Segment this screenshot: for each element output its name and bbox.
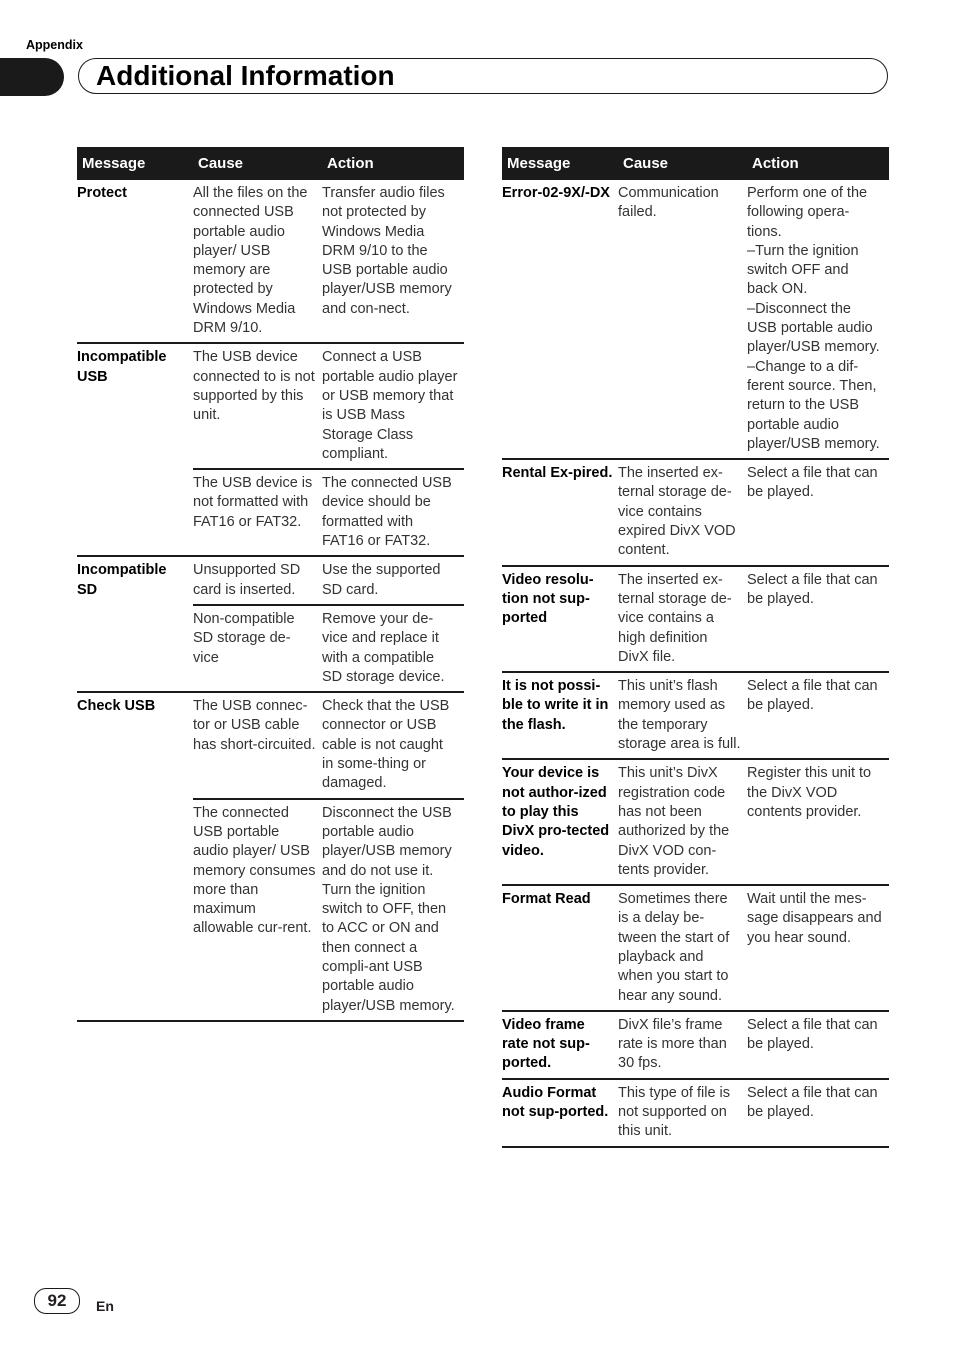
table-header — [502, 147, 889, 180]
cause-cell: This type of file is not supported on this unit. — [618, 1079, 747, 1147]
action-cell: Transfer audio files not protected by Windows Media DRM 9/10 to the USB portable audio player/USB memory and con-nect. — [322, 185, 452, 317]
table-row — [77, 180, 464, 343]
message-cell — [77, 799, 193, 1021]
page-number: 92 — [34, 1288, 80, 1314]
action-cell: Register this unit to the DivX VOD contents provider. — [747, 759, 889, 885]
cause-cell: Unsupported SD card is inserted. — [193, 556, 322, 605]
table-row — [502, 885, 889, 1011]
header-cause: Cause — [193, 147, 322, 180]
table-row — [77, 692, 464, 798]
table-row — [502, 1011, 889, 1079]
action-cell: The connected USB device should be formatted with FAT16 or FAT32. — [322, 469, 464, 556]
action-cell: Perform one of the following opera-tions. –Turn the ignition switch OFF and back ON. –Disconnect the USB portable audio player/USB memory. –Change to a dif-ferent source. Then, return to the USB portable audio player/USB memory. — [747, 185, 880, 452]
cause-cell: DivX file’s frame rate is more than 30 fps. — [618, 1011, 747, 1079]
cause-cell: All the files on the connected USB portable audio player/ USB memory are protected by Windows Media DRM 9/10. — [193, 185, 308, 337]
action-cell: Use the supported SD card. — [322, 556, 464, 605]
cause-cell: The USB device connected to is not supported by this unit. — [193, 343, 322, 469]
table-row — [77, 556, 464, 605]
message-cell: Your device is not author-ized to play this DivX pro-tected video. — [502, 759, 618, 885]
table-row — [502, 759, 889, 885]
message-cell: Video resolu-tion not sup-ported — [502, 566, 618, 672]
table-row — [77, 799, 464, 1021]
cause-cell: This unit’s flash memory used as the temporary storage area is full. — [618, 672, 747, 759]
cause-cell: Sometimes there is a delay be-tween the start of playback and when you start to hear any sound. — [618, 885, 747, 1011]
action-cell: Select a file that can be played. — [747, 459, 889, 565]
table-row — [77, 469, 464, 556]
table-row — [502, 566, 889, 672]
message-cell: It is not possi-ble to write it in the flash. — [502, 672, 618, 759]
message-cell — [77, 469, 193, 556]
action-cell: Select a file that can be played. — [747, 1011, 889, 1079]
table-header — [77, 147, 464, 180]
header-action: Action — [747, 147, 889, 180]
table-row — [502, 672, 889, 759]
action-cell: Disconnect the USB portable audio player/USB memory and do not use it. Turn the ignition switch to OFF, then to ACC or ON and then connect a compli-ant USB portable audio player/USB memory. — [322, 799, 464, 1021]
action-cell: Select a file that can be played. — [747, 566, 889, 672]
cause-cell: The USB device is not formatted with FAT16 or FAT32. — [193, 469, 322, 556]
cause-cell: The USB connec-tor or USB cable has short-circuited. — [193, 692, 322, 798]
cause-cell: Communication failed. — [618, 185, 719, 221]
cause-cell: The inserted ex-ternal storage de-vice contains a high definition DivX file. — [618, 566, 747, 672]
message-cell: Error-02-9X/-DX — [502, 185, 610, 201]
message-cell: Check USB — [77, 692, 193, 798]
message-cell: Rental Ex-pired. — [502, 459, 618, 565]
section-label: Appendix — [26, 38, 83, 52]
cause-cell: This unit’s DivX registration code has not been authorized by the DivX VOD con-tents provider. — [618, 759, 747, 885]
message-cell: Incompatible USB — [77, 343, 193, 469]
language-code: En — [96, 1298, 114, 1314]
message-cell: Protect — [77, 185, 127, 201]
message-cell: Incompatible SD — [77, 556, 193, 605]
cause-cell: The connected USB portable audio player/ USB memory consumes more than maximum allowable cur-rent. — [193, 799, 322, 1021]
action-cell: Remove your de-vice and replace it with a compatible SD storage device. — [322, 605, 464, 692]
table-row — [502, 459, 889, 565]
header-message: Message — [77, 147, 193, 180]
error-table-right — [502, 147, 889, 1148]
header-cause: Cause — [618, 147, 747, 180]
action-cell: Connect a USB portable audio player or USB memory that is USB Mass Storage Class compliant. — [322, 343, 464, 469]
action-cell: Select a file that can be played. — [747, 672, 889, 759]
table-row — [502, 1079, 889, 1147]
table-row — [77, 343, 464, 469]
message-cell: Video frame rate not sup-ported. — [502, 1011, 618, 1079]
header-message: Message — [502, 147, 618, 180]
page-title: Additional Information — [96, 60, 395, 91]
header-action: Action — [322, 147, 464, 180]
error-table-left — [77, 147, 464, 1022]
message-cell — [77, 605, 193, 692]
section-tab-marker — [0, 58, 64, 96]
action-cell: Wait until the mes-sage disappears and you hear sound. — [747, 885, 889, 1011]
message-cell: Format Read — [502, 885, 618, 1011]
table-row — [502, 180, 889, 459]
message-cell: Audio Format not sup-ported. — [502, 1079, 618, 1147]
cause-cell: Non-compatible SD storage de-vice — [193, 605, 322, 692]
cause-cell: The inserted ex-ternal storage de-vice contains expired DivX VOD content. — [618, 459, 747, 565]
action-cell: Check that the USB connector or USB cable is not caught in some-thing or damaged. — [322, 692, 464, 798]
action-cell: Select a file that can be played. — [747, 1079, 889, 1147]
table-row — [77, 605, 464, 692]
